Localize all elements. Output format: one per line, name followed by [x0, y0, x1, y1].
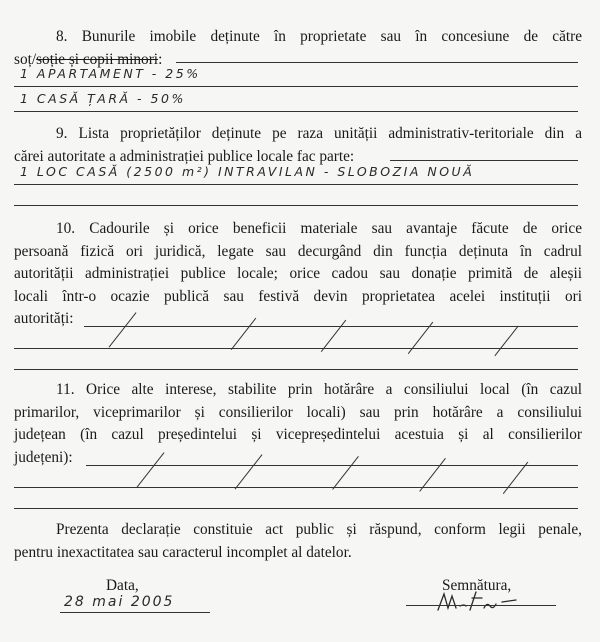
section-11-line-4: județeni): [14, 448, 73, 466]
section-8-rule-2 [14, 111, 578, 112]
section-10-line-4: locali într-o ocazie publică sau festivă devin proprietatea acelei instituții ori [14, 287, 582, 305]
section-11-line-3: județean (în cazul președintelui și vicepreședintelui acestuia și al consilierilor [14, 426, 582, 443]
section-10-rule-1 [14, 348, 578, 349]
section-11-line-2: primarilor, viceprimarilor și consilierilor locali) sau prin hotărâre a consiliului [14, 403, 582, 421]
signature-rule [406, 605, 556, 606]
signature-label: Semnătura, [442, 577, 512, 594]
section-9-entry-1: 1 LOC CASĂ (2500 m²) INTRAVILAN - SLOBOZIA NOUĂ [20, 164, 475, 179]
section-8-spouse: soț/ [14, 50, 37, 68]
section-8-entry-1: 1 APARTAMENT - 25% [20, 66, 201, 81]
section-10-rule-0 [84, 326, 578, 327]
section-9-rule-2 [14, 205, 578, 206]
section-11-rule-1 [14, 487, 578, 488]
section-8-rule-0 [176, 62, 578, 63]
section-9-rule-1 [14, 184, 578, 185]
section-9-line-1: 9. Lista proprietăților deținute pe raza unității administrativ-teritoriale din a [56, 125, 582, 142]
signature-image [420, 588, 560, 618]
date-rule [60, 612, 210, 613]
section-8-text [14, 26, 582, 71]
section-11-line-1: 11. Orice alte interese, stabilite prin hotărâre a consiliului local (în cazul [56, 381, 582, 398]
closing-line-2: pentru inexactitatea sau caracterul incomplet al datelor. [14, 543, 352, 561]
section-8-colon: : [158, 50, 163, 68]
section-8-struck-text: soție și copii minori [36, 50, 159, 68]
section-9-text [14, 123, 582, 168]
section-10-rule-2 [14, 369, 578, 370]
section-11-text [14, 379, 582, 469]
section-9-line-2: cărei autoritate a administrației publice locale fac parte: [14, 147, 355, 165]
section-10-line-3: autorității administrației publice locale; orice cadou sau donație primită de aleșii [14, 265, 582, 282]
section-8-line-1: 8. Bunurile imobile deținute în proprietate sau în concesiune de către [56, 28, 582, 45]
section-8-rule-1 [14, 86, 578, 87]
section-10-line-1: 10. Cadourile și orice beneficii materiale sau avantaje făcute de orice [56, 220, 582, 237]
closing-line-1: Prezenta declarație constituie act public și răspund, conform legii penale, [56, 521, 582, 538]
section-11-rule-0 [86, 465, 578, 466]
section-8-entry-2: 1 CASĂ ȚARĂ - 50% [20, 91, 186, 106]
section-10-line-2: persoană fizică ori juridică, legate sau decurgând din funcția deținuta în cadrul [14, 242, 582, 260]
closing-text [14, 519, 582, 564]
section-11-rule-2 [14, 508, 578, 509]
date-value: 28 mai 2005 [64, 594, 175, 610]
section-10-line-5: autorități: [14, 310, 74, 327]
section-9-rule-0 [390, 160, 578, 161]
section-10-text [14, 218, 582, 331]
date-label: Data, [106, 577, 139, 594]
